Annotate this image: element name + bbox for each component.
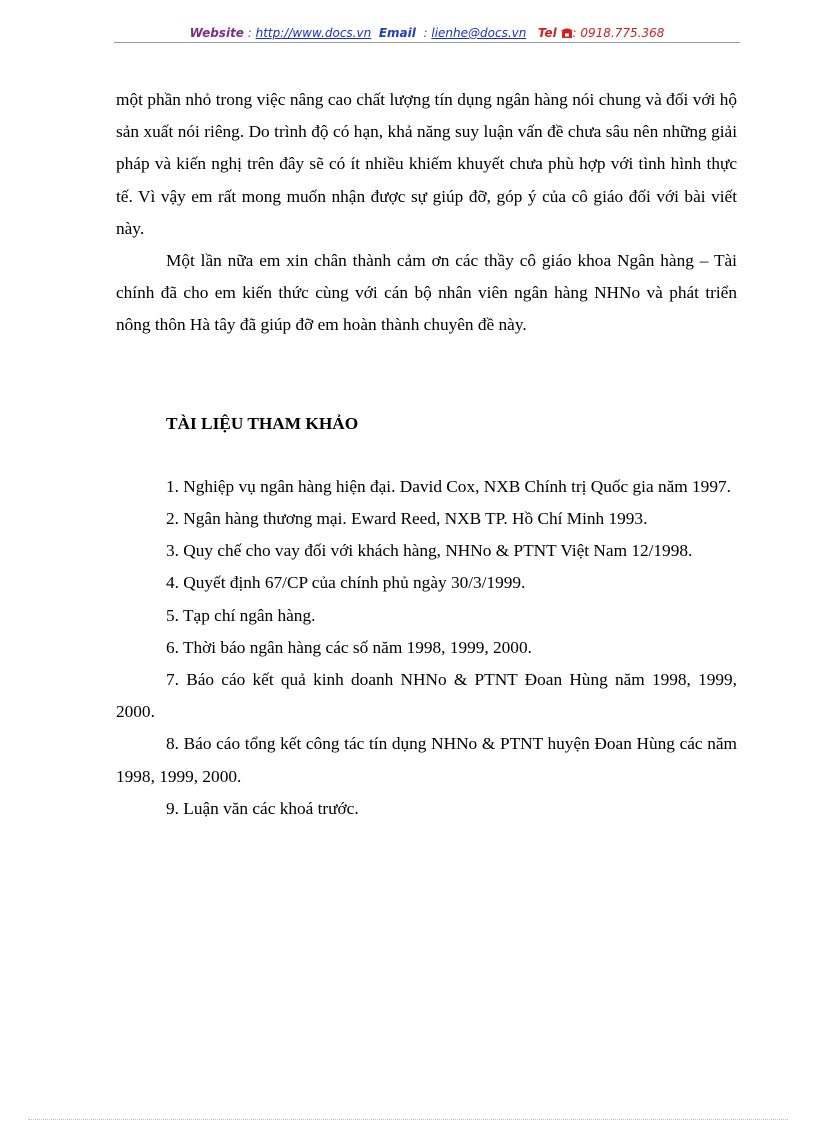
tel-label: Tel (537, 26, 557, 40)
website-link[interactable]: http://www.docs.vn (255, 26, 372, 40)
email-label: Email (378, 26, 416, 40)
reference-item: 1. Nghiệp vụ ngân hàng hiện đại. David Cox, NXB Chính trị Quốc gia năm 1997. (166, 476, 731, 496)
email-link[interactable]: lienhe@docs.vn (431, 26, 527, 40)
document-body (116, 84, 737, 825)
website-label: Website (189, 26, 244, 40)
reference-item: 6. Thời báo ngân hàng các số năm 1998, 1999, 2000. (166, 637, 532, 657)
tel-value: 0918.775.368 (580, 26, 665, 40)
reference-item: 8. Báo cáo tổng kết công tác tín dụng NHNo & PTNT huyện Đoan Hùng các năm 1998, 1999, 2000. (116, 734, 737, 786)
paragraph-2: Một lần nữa em xin chân thành cảm ơn các thầy cô giáo khoa Ngân hàng – Tài chính đã cho em kiến thức cùng với cán bộ nhân viên ngân hàng NHNo và phát triển nông thôn Hà tây đã giúp đỡ em hoàn thành chuyên đề này. (116, 251, 737, 335)
reference-item: 5. Tạp chí ngân hàng. (166, 605, 316, 625)
reference-item: 2. Ngân hàng thương mại. Eward Reed, NXB TP. Hồ Chí Minh 1993. (166, 509, 648, 529)
reference-item: 7. Báo cáo kết quả kinh doanh NHNo & PTNT Đoan Hùng năm 1998, 1999, 2000. (116, 670, 737, 722)
tel-value-prefix: : (572, 26, 581, 40)
reference-item: 4. Quyết định 67/CP của chính phủ ngày 30/3/1999. (166, 573, 526, 593)
references-heading: TÀI LIỆU THAM KHẢO (166, 413, 359, 433)
reference-item: 9. Luận văn các khoá trước. (166, 798, 359, 818)
footer-divider (28, 1119, 788, 1120)
paragraph-1: một phần nhỏ trong việc nâng cao chất lượng tín dụng ngân hàng nói chung và đối với hộ sản xuất nói riêng. Do trình độ có hạn, khả năng suy luận vấn đề chưa sâu nên những giải pháp và kiến nghị trên đây sẽ có ít nhiều khiếm khuyết chưa phù hợp với tình hình thực tế. Vì vậy em rất mong muốn nhận được sự giúp đỡ, góp ý của cô giáo đối với bài viết này. (116, 90, 737, 238)
page-header: Website : http://www.docs.vn Email : lienhe@docs.vn Tel : 0918.775.368 (114, 24, 740, 44)
header-divider (114, 42, 740, 43)
reference-item: 3. Quy chế cho vay đối với khách hàng, NHNo & PTNT Việt Nam 12/1998. (166, 541, 693, 561)
